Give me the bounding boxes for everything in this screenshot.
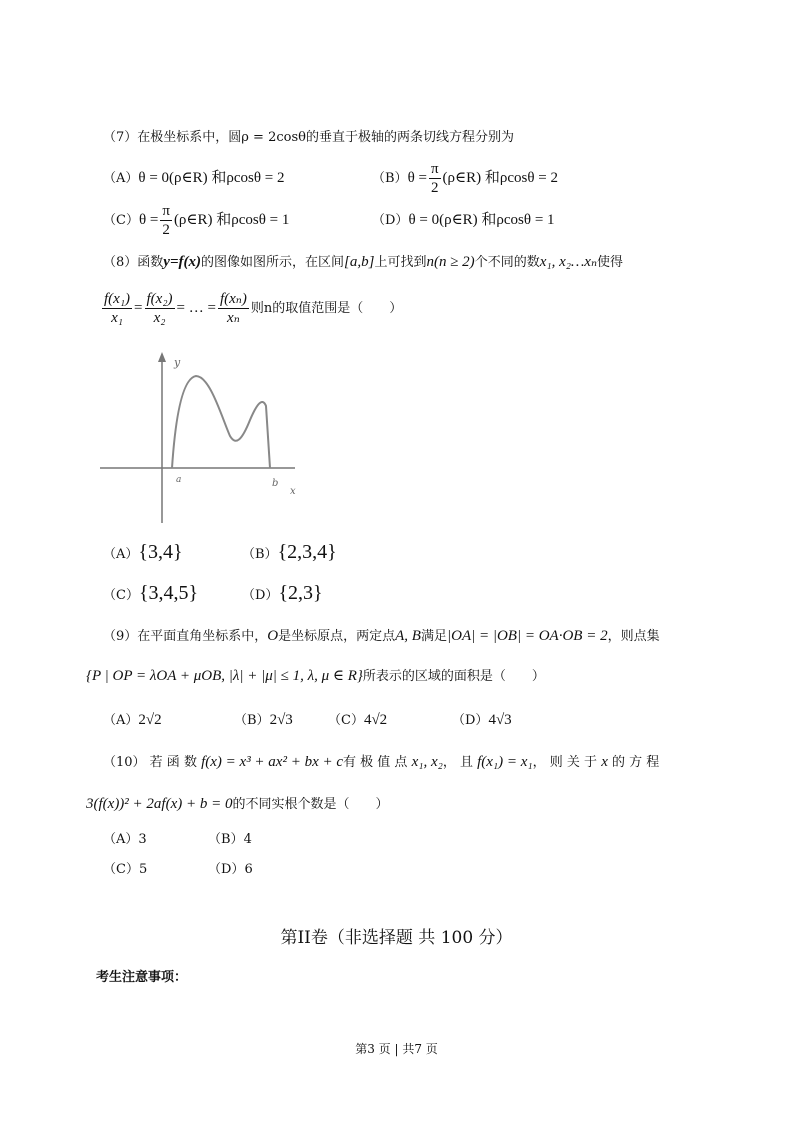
q10-option-c [103,860,147,880]
q10-option-c-label: （C） [103,862,139,877]
x-label: x [290,486,296,497]
q10-stem-b: 有 极 值 点 [343,755,408,770]
q10-stem-f: 的不同实根个数是（ ） [232,797,389,812]
q9-option-a [103,710,162,731]
q8-equation: $\frac{\text{f(x₁)}}{\text{x₁}}$ = $\frac{\text{f(x₂)}}{\text{x₂}}$ = … = $\frac{\text{f(xₙ)}}{\text{xₙ}}$ 则n的取值范围是（ ） [104,291,403,326]
q9-option-c [328,710,387,731]
q8-eq-tail: 则n的取值范围是（ ） [250,301,403,316]
q9-option-b-label: （B） [234,713,270,728]
q8-option-a-text: {3,4} [138,541,183,563]
q7-option-d-text: θ = 0(ρ∈R) 和ρcosθ = 1 [408,212,555,228]
q8-interval: [a,b] [344,254,375,270]
q10-stem-c: ， 且 [442,755,473,770]
q10-option-d [208,860,253,880]
q9-option-d-text: 4√3 [488,712,512,728]
q8-eq-mid: = … = [176,300,216,316]
q10-option-a [103,830,147,850]
section-title: 第II卷（非选择题 共 100 分） [280,928,513,948]
q7-option-c [103,202,289,239]
q9-origin: O [267,628,279,644]
q9-stem-a: （9）在平面直角坐标系中， [103,629,268,644]
q7-option-b-theta: θ = [407,170,427,186]
frac-num: f(xₙ) [219,291,247,307]
q10-option-a-label: （A） [103,832,139,847]
q8-option-d [242,583,323,606]
q8-option-d-text: {2,3} [278,582,323,604]
frac-num: f(x₁) [104,291,131,307]
a-label: a [176,475,182,485]
q7-option-c-fraction [160,202,172,239]
frac-den: 2 [431,180,439,196]
frac-den: xₙ [227,310,240,326]
q9-option-a-label: （A） [103,713,139,728]
frac-den: 2 [162,222,170,238]
q9-stem-f: ，则点集 [607,629,660,644]
q8-option-c-label: （C） [103,588,139,603]
q8-n-range: n(n ≥ 2) [426,254,475,270]
q8-frac-n [218,290,249,327]
q9-stem-g: 所表示的区域的面积是（ ） [362,669,545,684]
q9-option-c-text: 4√2 [363,712,388,728]
q8-stem-a: （8）函数 [103,255,164,270]
frac-den: x₁ [111,310,123,326]
q8-option-d-label: （D） [242,588,279,603]
q10-stem-d: ， 则 关 于 [532,755,598,770]
q10-option-b-label: （B） [208,832,244,847]
q9-option-b-text: 2√3 [269,712,293,728]
frac-den: x₂ [153,310,166,326]
q10-condition: f(x₁) = x₁ [477,754,533,770]
q7-option-c-text: (ρ∈R) 和ρcosθ = 1 [173,212,290,228]
q7-stem: （7）在极坐标系中，圆ρ = 2cosθ的垂直于极轴的两条切线方程分别为 [103,130,514,145]
q9-point-set: {P | OP = λOA + μOB, |λ| + |μ| ≤ 1, λ, μ ∈ R} [86,668,363,684]
q9-vector-condition: |OA| = |OB| = OA·OB = 2 [446,628,608,644]
q8-option-b-label: （B） [242,547,278,562]
q9-set-line [86,666,545,687]
q9-stem [103,626,660,647]
frac-num: f(x₂) [146,291,173,307]
q9-option-a-text: 2√2 [138,712,162,728]
q8-option-a-label: （A） [103,547,139,562]
q8-stem-i: 使得 [597,255,624,270]
b-label: b [272,478,279,489]
q7-option-d-label: （D） [372,213,409,228]
q8-option-b-text: {2,3,4} [277,541,337,563]
q8-stem-g: 个不同的数 [474,255,540,270]
q10-stem [103,752,659,773]
q10-extreme-points: x₁, x₂ [411,754,443,770]
q7-option-a [103,168,285,189]
q10-option-c-text: 5 [138,862,148,877]
q9-option-d [452,710,512,731]
q10-option-a-text: 3 [138,832,147,847]
q8-stem-e: 上可找到 [374,255,427,270]
q8-option-c [103,583,198,606]
q9-points: A, B [395,628,421,644]
q8-numbers: x₁, x₂…xₙ [539,254,598,270]
page-footer: 第3 页 | 共7 页 [355,1042,438,1056]
y-label: y [174,356,181,369]
q7-option-c-label: （C） [103,213,139,228]
q7-option-a-label: （A） [103,171,139,186]
notice-heading: 考生注意事项： [96,970,188,985]
q7-option-b-fraction [429,160,441,197]
function-curve [172,376,270,468]
q8-frac-1 [102,290,132,327]
q8-option-b [242,542,337,565]
q9-option-b [234,710,293,731]
q10-option-d-text: 6 [244,862,253,877]
q10-option-b-text: 4 [243,832,252,847]
q8-option-a [103,542,183,565]
frac-num: π [162,203,170,219]
q8-stem [103,252,623,273]
q7-option-c-theta: θ = [138,212,159,228]
y-axis-arrow [158,352,166,362]
q10-option-d-label: （D） [208,862,245,877]
q10-equation-line [86,794,389,815]
q7-option-d [372,210,555,231]
q10-stem-e: 的 方 程 [612,755,660,770]
q10-option-b [208,830,252,850]
q10-stem-a: （10） 若 函 数 [103,755,197,770]
q9-stem-c: 是坐标原点，两定点 [278,629,396,644]
q9-option-d-label: （D） [452,713,489,728]
q7-option-b-text: (ρ∈R) 和ρcosθ = 2 [442,170,559,186]
frac-num: π [430,161,439,177]
q8-frac-2 [145,290,175,327]
q9-option-c-label: （C） [328,713,364,728]
q7-option-b [372,160,558,197]
q10-equation: 3(f(x))² + 2af(x) + b = 0 [86,796,233,812]
q8-function: y=f(x) [163,254,201,270]
q9-stem-e: 满足 [420,629,447,644]
q10-function: f(x) = x³ + ax² + bx + c [201,754,344,770]
q8-option-c-text: {3,4,5} [138,582,199,604]
q7-option-a-text: θ = 0(ρ∈R) 和ρcosθ = 2 [138,170,285,186]
q8-function-graph [100,348,310,528]
q8-stem-c: 的图像如图所示，在区间 [200,255,344,270]
q7-option-b-label: （B） [372,171,408,186]
q10-variable: x [601,754,608,770]
